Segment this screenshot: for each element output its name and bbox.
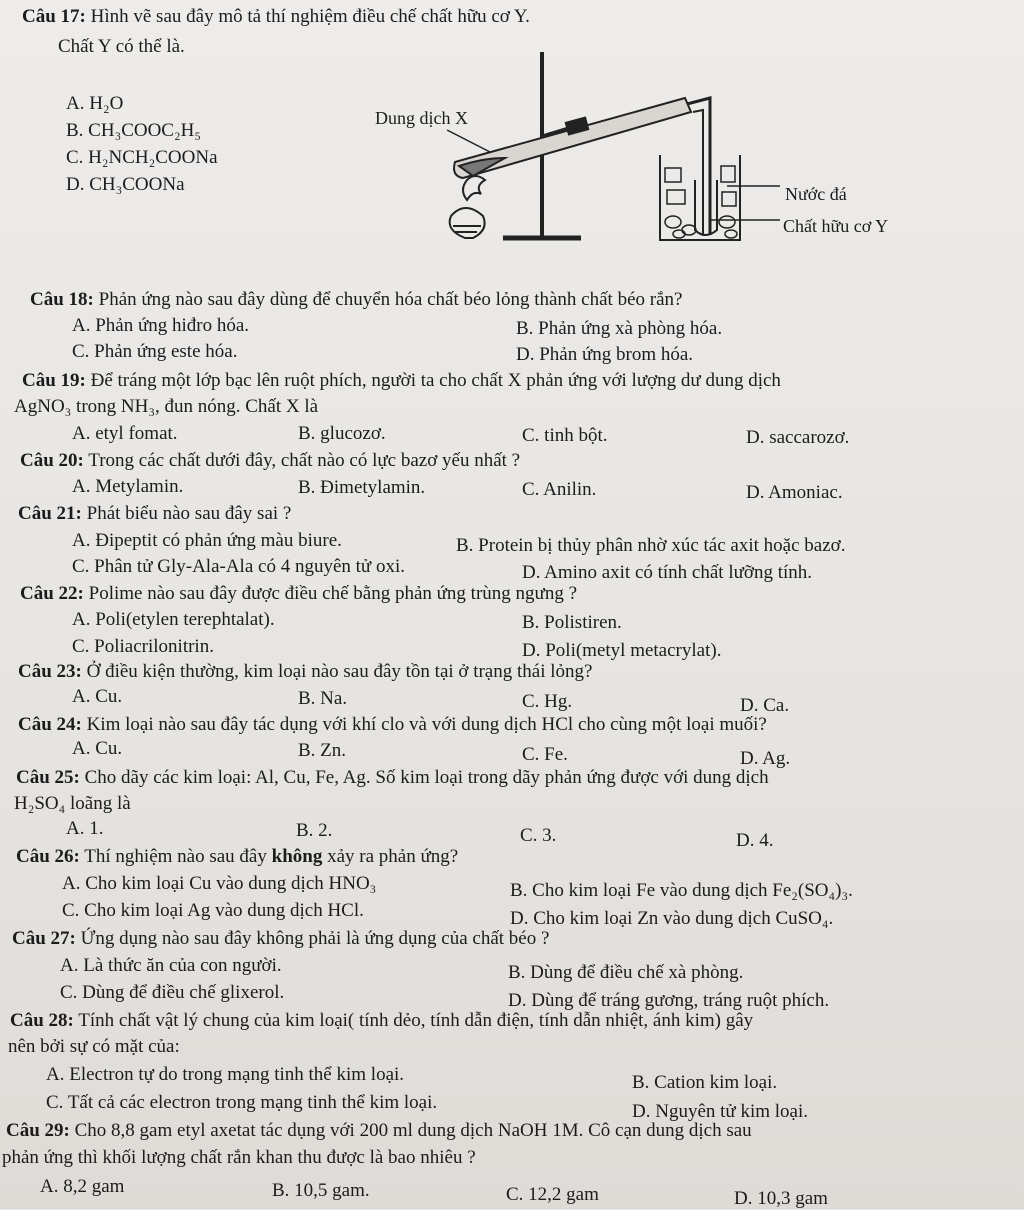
question-17-line2: Chất Y có thể là.	[58, 36, 185, 57]
option-22a: A. Poli(etylen terephtalat).	[72, 609, 275, 630]
question-28	[10, 1010, 753, 1032]
option-29c: C. 12,2 gam	[506, 1184, 599, 1205]
distillation-diagram	[355, 40, 915, 260]
option-18d: D. Phản ứng brom hóa.	[516, 344, 694, 365]
option-22c: C. Poliacrilonitrin.	[72, 636, 214, 657]
option-28d: D. Nguyên tử kim loại.	[632, 1101, 809, 1122]
question-number: Câu 20:	[20, 450, 84, 471]
question-number: Câu 26:	[16, 846, 80, 867]
question-25	[16, 767, 769, 789]
alcohol-lamp	[450, 208, 485, 238]
question-text: xảy ra phản ứng?	[327, 846, 459, 867]
option-25a: A. 1.	[66, 818, 104, 839]
option-29a: A. 8,2 gam	[40, 1176, 125, 1197]
question-18	[30, 289, 682, 311]
option-20d: D. Amoniac.	[746, 482, 843, 503]
option-24b: B. Zn.	[298, 740, 347, 761]
option-26b: B. Cho kim loại Fe vào dung dịch Fe₂(SO₄)₃.	[510, 880, 853, 901]
flame	[463, 176, 485, 200]
option-19a: A. etyl fomat.	[72, 423, 178, 444]
question-27	[12, 928, 549, 950]
option-17a: A. H₂O	[66, 93, 124, 114]
question-21	[18, 503, 291, 525]
option-27c: C. Dùng để điều chế glixerol.	[60, 982, 285, 1003]
option-27d: D. Dùng để tráng gương, tráng ruột phích.	[508, 990, 830, 1011]
question-19	[22, 370, 781, 392]
question-29-line2: phản ứng thì khối lượng chất rắn khan thu được là bao nhiêu ?	[2, 1147, 476, 1168]
option-22b: B. Polistiren.	[522, 612, 622, 633]
question-29	[6, 1120, 752, 1142]
option-19d: D. saccarozơ.	[746, 427, 850, 448]
question-text: Thí nghiệm nào sau đây	[84, 846, 267, 867]
question-emphasis: không	[271, 846, 323, 867]
option-26d: D. Cho kim loại Zn vào dung dịch CuSO₄.	[510, 908, 834, 929]
question-text: Kim loại nào sau đây tác dụng với khí clo và với dung dịch HCl cho cùng một loại muối?	[86, 714, 767, 735]
option-28a: A. Electron tự do trong mạng tinh thể kim loại.	[46, 1064, 405, 1085]
question-23	[18, 661, 592, 683]
option-19b: B. glucozơ.	[298, 423, 386, 444]
option-23b: B. Na.	[298, 688, 348, 709]
question-22	[20, 583, 577, 605]
option-24c: C. Fe.	[522, 744, 568, 765]
question-text: Ứng dụng nào sau đây không phải là ứng dụng của chất béo ?	[80, 928, 550, 949]
option-29b: B. 10,5 gam.	[272, 1180, 370, 1201]
option-25c: C. 3.	[520, 825, 557, 846]
question-text: Phát biểu nào sau đây sai ?	[86, 503, 292, 524]
option-19c: C. tinh bột.	[522, 425, 608, 446]
option-23d: D. Ca.	[740, 695, 790, 716]
question-text: Phản ứng nào sau đây dùng để chuyển hóa chất béo lỏng thành chất béo rắn?	[98, 289, 683, 310]
option-23c: C. Hg.	[522, 691, 573, 712]
question-text: Hình vẽ sau đây mô tả thí nghiệm điều chế chất hữu cơ Y.	[90, 6, 530, 27]
question-number: Câu 25:	[16, 767, 80, 788]
option-28b: B. Cation kim loại.	[632, 1072, 778, 1093]
option-18c: C. Phản ứng este hóa.	[72, 341, 238, 362]
ice-cubes	[665, 166, 737, 238]
option-17c: C. H₂NCH₂COONa	[66, 147, 218, 168]
option-18a: A. Phản ứng hiđro hóa.	[72, 315, 250, 336]
pointer-x	[447, 130, 490, 152]
option-20a: A. Metylamin.	[72, 476, 184, 497]
question-text: Cho 8,8 gam etyl axetat tác dụng với 200 ml dung dịch NaOH 1M. Cô cạn dung dịch sau	[74, 1120, 752, 1141]
label-organic-y: Chất hữu cơ Y	[783, 216, 889, 236]
question-text: Ở điều kiện thường, kim loại nào sau đây tồn tại ở trạng thái lỏng?	[86, 661, 593, 682]
option-17d: D. CH₃COONa	[66, 174, 185, 195]
question-19-line2: AgNO₃ trong NH₃, đun nóng. Chất X là	[14, 396, 319, 417]
question-text: Trong các chất dưới đây, chất nào có lực bazơ yếu nhất ?	[88, 450, 521, 471]
question-number: Câu 18:	[30, 289, 94, 310]
option-27a: A. Là thức ăn của con người.	[60, 955, 282, 976]
question-number: Câu 27:	[12, 928, 76, 949]
option-18b: B. Phản ứng xà phòng hóa.	[516, 318, 723, 339]
delivery-tube	[687, 98, 710, 235]
question-text: Để tráng một lớp bạc lên ruột phích, người ta cho chất X phản ứng với lượng dư dung dịch	[90, 370, 781, 391]
question-28-line2: nên bởi sự có mặt của:	[8, 1036, 180, 1057]
option-24a: A. Cu.	[72, 738, 123, 759]
option-28c: C. Tất cả các electron trong mạng tinh thể kim loại.	[46, 1092, 438, 1113]
option-21c: C. Phân tử Gly-Ala-Ala có 4 nguyên tử oxi.	[72, 556, 405, 577]
option-26a: A. Cho kim loại Cu vào dung dịch HNO₃	[62, 873, 377, 894]
option-17b: B. CH₃COOC₂H₅	[66, 120, 201, 141]
option-23a: A. Cu.	[72, 686, 123, 707]
option-26c: C. Cho kim loại Ag vào dung dịch HCl.	[62, 900, 364, 921]
question-number: Câu 21:	[18, 503, 82, 524]
question-24	[18, 714, 767, 736]
option-21b: B. Protein bị thủy phân nhờ xúc tác axit hoặc bazơ.	[456, 535, 846, 556]
question-number: Câu 17:	[22, 6, 86, 27]
question-text: Tính chất vật lý chung của kim loại( tính dẻo, tính dẫn điện, tính dẫn nhiệt, ánh kim) gây	[78, 1010, 754, 1031]
question-number: Câu 19:	[22, 370, 86, 391]
option-21d: D. Amino axit có tính chất lưỡng tính.	[522, 562, 813, 583]
option-25b: B. 2.	[296, 820, 333, 841]
question-number: Câu 23:	[18, 661, 82, 682]
collecting-tube	[695, 180, 717, 235]
option-20c: C. Anilin.	[522, 479, 597, 500]
question-20	[20, 450, 520, 472]
question-17	[22, 6, 530, 28]
option-20b: B. Đimetylamin.	[298, 477, 426, 498]
question-number: Câu 22:	[20, 583, 84, 604]
question-text: Cho dãy các kim loại: Al, Cu, Fe, Ag. Số kim loại trong dãy phản ứng được với dung dịch	[84, 767, 769, 788]
label-ice-water: Nước đá	[785, 184, 847, 204]
question-number: Câu 29:	[6, 1120, 70, 1141]
question-text: Polime nào sau đây được điều chế bằng phản ứng trùng ngưng ?	[88, 583, 578, 604]
question-number: Câu 24:	[18, 714, 82, 735]
option-24d: D. Ag.	[740, 748, 791, 769]
option-22d: D. Poli(metyl metacrylat).	[522, 640, 722, 661]
option-21a: A. Đipeptit có phản ứng màu biure.	[72, 530, 342, 551]
question-number: Câu 28:	[10, 1010, 74, 1031]
question-26	[16, 846, 458, 868]
option-27b: B. Dùng để điều chế xà phòng.	[508, 962, 744, 983]
question-25-line2: H₂SO₄ loãng là	[14, 793, 131, 814]
label-solution-x: Dung dịch X	[375, 108, 468, 128]
option-29d: D. 10,3 gam	[734, 1188, 828, 1209]
option-25d: D. 4.	[736, 830, 774, 851]
